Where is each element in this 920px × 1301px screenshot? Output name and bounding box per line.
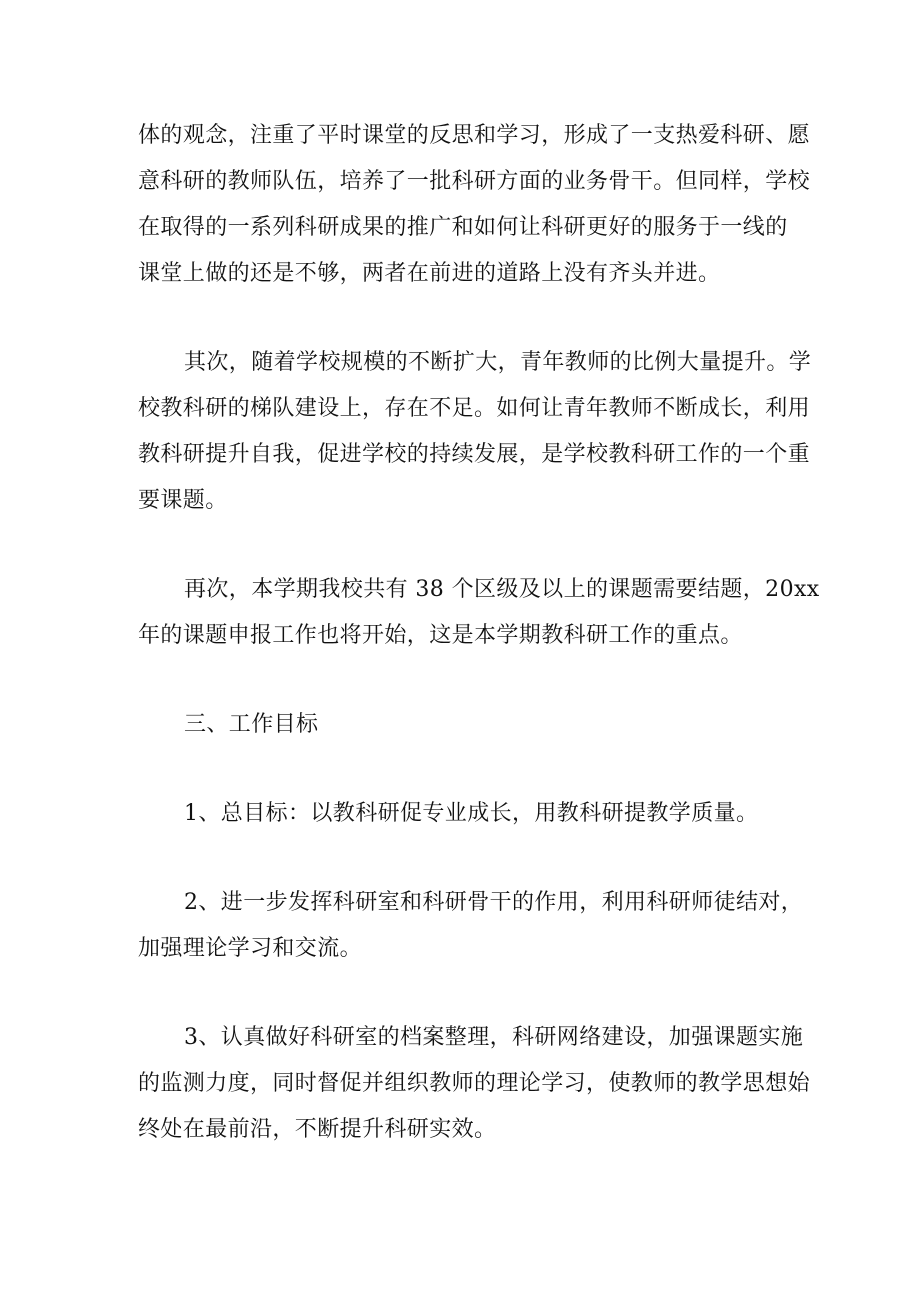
text-line: 2、进一步发挥科研室和科研骨干的作用，利用科研师徒结对， [184, 890, 804, 915]
paragraph-young-teachers [138, 340, 812, 524]
paragraph-gap [138, 748, 788, 791]
paragraph-gap [138, 297, 788, 340]
paragraph-gap [138, 659, 788, 702]
heading-text: 三、工作目标 [184, 712, 319, 737]
goal-item-3 [138, 1015, 811, 1153]
paragraph-gap [138, 837, 788, 880]
text-line: 要课题。 [138, 488, 228, 513]
text-line: 的监测力度，同时督促并组织教师的理论学习，使教师的教学思想始 [138, 1071, 811, 1096]
text-line: 课堂上做的还是不够，两者在前进的道路上没有齐头并进。 [138, 261, 721, 286]
text-line: 3、认真做好科研室的档案整理，科研网络建设，加强课题实施 [184, 1025, 804, 1050]
text-line: 年的课题申报工作也将开始，这是本学期教科研工作的重点。 [138, 623, 743, 648]
paragraph-research-team [138, 113, 811, 297]
text-line: 教科研提升自我，促进学校的持续发展，是学校教科研工作的一个重 [138, 442, 811, 467]
text-line: 在取得的一系列科研成果的推广和如何让科研更好的服务于一线的 [138, 215, 788, 240]
section-heading-work-goals [138, 702, 788, 748]
text-line: 其次，随着学校规模的不断扩大，青年教师的比例大量提升。学 [184, 350, 812, 375]
text-line: 体的观念，注重了平时课堂的反思和学习，形成了一支热爱科研、愿 [138, 123, 811, 148]
text-line: 意科研的教师队伍，培养了一批科研方面的业务骨干。但同样，学校 [138, 169, 811, 194]
paragraph-project-closing [138, 567, 820, 659]
text-line: 校教科研的梯队建设上，存在不足。如何让青年教师不断成长，利用 [138, 396, 811, 421]
text-line: 1、总目标：以教科研促专业成长，用教科研提教学质量。 [184, 801, 759, 826]
text-line: 加强理论学习和交流。 [138, 936, 363, 961]
text-line: 再次，本学期我校共有 38 个区级及以上的课题需要结题，20xx [184, 577, 820, 602]
paragraph-gap [138, 524, 788, 567]
goal-item-2 [138, 880, 804, 972]
goal-item-1 [138, 791, 788, 837]
document-body [138, 113, 820, 1153]
paragraph-gap [138, 972, 788, 1015]
text-line: 终处在最前沿，不断提升科研实效。 [138, 1117, 497, 1142]
